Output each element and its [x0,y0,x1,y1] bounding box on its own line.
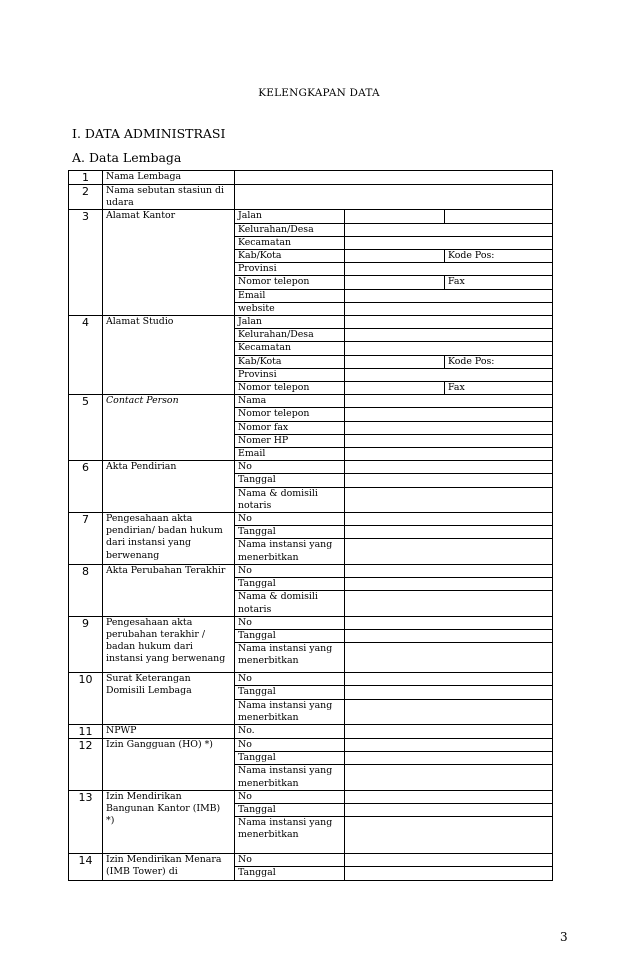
field-label: Tanggal [235,803,345,816]
row-label: Nama Lembaga [103,171,235,185]
field-label: Tanggal [235,752,345,765]
field-label: Nomer HP [235,434,345,447]
row-number: 3 [69,210,103,316]
row-label: Izin Gangguan (HO) *) [103,738,235,790]
row-label: Contact Person [103,395,235,461]
field-label: Kelurahan/Desa [235,329,345,342]
field-label: No [235,673,345,686]
row-label: Alamat Kantor [103,210,235,316]
row-number: 6 [69,461,103,513]
row-label: Pengesahaan akta perubahan terakhir / badan hukum dari instansi yang berwenang [103,616,235,672]
field-label: Kecamatan [235,342,345,355]
field-label: No [235,790,345,803]
row-number: 13 [69,790,103,853]
field-label: No [235,564,345,577]
input-cell[interactable] [345,686,553,699]
input-cell[interactable] [345,591,553,616]
row-label: Nama sebutan stasiun di udara [103,185,235,210]
input-cell[interactable] [235,185,553,210]
field-label: Nama instansi yang menerbitkan [235,699,345,724]
field-label: Nama instansi yang menerbitkan [235,539,345,564]
table-row [69,513,553,526]
input-cell[interactable] [345,210,445,223]
row-number: 12 [69,738,103,790]
table-row [69,185,553,210]
row-label: Alamat Studio [103,316,235,395]
input-cell[interactable] [345,236,553,249]
input-cell[interactable] [345,752,553,765]
row-number: 10 [69,673,103,725]
field-label: Nama & domisili notaris [235,591,345,616]
input-cell[interactable] [345,724,553,738]
input-cell[interactable] [345,276,445,289]
table-row [69,724,553,738]
row-label: Akta Pendirian [103,461,235,513]
field-label: Kode Pos: [445,355,553,368]
row-label: NPWP [103,724,235,738]
field-label: Kecamatan [235,236,345,249]
input-cell[interactable] [345,289,553,302]
field-label: Tanggal [235,686,345,699]
input-cell[interactable] [445,210,553,223]
input-cell[interactable] [345,316,553,329]
input-cell[interactable] [345,408,553,421]
input-cell[interactable] [345,461,553,474]
input-cell[interactable] [345,854,553,867]
input-cell[interactable] [345,448,553,461]
field-label: Nomor telepon [235,408,345,421]
row-label: Izin Mendirikan Menara (IMB Tower) di [103,854,235,880]
document-title: KELENGKAPAN DATA [258,87,380,99]
row-number: 8 [69,564,103,616]
field-label: Provinsi [235,368,345,381]
table-row [69,854,553,867]
field-label: Jalan [235,316,345,329]
field-label: Tanggal [235,474,345,487]
field-label: Nomor telepon [235,276,345,289]
input-cell[interactable] [345,382,445,395]
input-cell[interactable] [345,765,553,790]
subsection-heading: A. Data Lembaga [72,150,182,165]
row-number: 11 [69,724,103,738]
input-cell[interactable] [345,342,553,355]
row-number: 2 [69,185,103,210]
input-cell[interactable] [345,302,553,315]
field-label: Nama instansi yang menerbitkan [235,817,345,854]
field-label: Nama instansi yang menerbitkan [235,643,345,673]
input-cell[interactable] [345,526,553,539]
input-cell[interactable] [345,434,553,447]
field-label: No [235,616,345,629]
row-number: 14 [69,854,103,880]
input-cell[interactable] [345,867,553,880]
row-number: 4 [69,316,103,395]
field-label: No [235,461,345,474]
field-label: Fax [445,276,553,289]
input-cell[interactable] [345,790,553,803]
input-cell[interactable] [345,250,445,263]
row-label: Surat Keterangan Domisili Lembaga [103,673,235,725]
field-label: Nama instansi yang menerbitkan [235,765,345,790]
table-row [69,171,553,185]
input-cell[interactable] [345,513,553,526]
field-label: Tanggal [235,629,345,642]
field-label: Tanggal [235,578,345,591]
input-cell[interactable] [345,564,553,577]
row-label: Izin Mendirikan Bangunan Kantor (IMB) *) [103,790,235,853]
row-number: 9 [69,616,103,672]
field-label: No [235,738,345,751]
input-cell[interactable] [345,263,553,276]
input-cell[interactable] [345,803,553,816]
input-cell[interactable] [345,329,553,342]
input-cell[interactable] [345,629,553,642]
row-label: Pengesahaan akta pendirian/ badan hukum dari instansi yang berwenang [103,513,235,565]
input-cell[interactable] [345,487,553,512]
input-cell[interactable] [345,355,445,368]
input-cell[interactable] [345,643,553,673]
input-cell[interactable] [345,578,553,591]
input-cell[interactable] [345,539,553,564]
field-label: Tanggal [235,867,345,880]
field-label: Kab/Kota [235,355,345,368]
table-row [69,616,553,629]
field-label: Kode Pos: [445,250,553,263]
field-label: Nomor telepon [235,382,345,395]
table-row [69,673,553,686]
input-cell[interactable] [345,699,553,724]
input-cell[interactable] [235,171,553,185]
field-label: website [235,302,345,315]
field-label: Kelurahan/Desa [235,223,345,236]
field-label: Jalan [235,210,345,223]
row-label: Akta Perubahan Terakhir [103,564,235,616]
field-label: Tanggal [235,526,345,539]
field-label: Kab/Kota [235,250,345,263]
input-cell[interactable] [345,616,553,629]
input-cell[interactable] [345,421,553,434]
field-label: Provinsi [235,263,345,276]
table-row [69,790,553,803]
input-cell[interactable] [345,474,553,487]
field-label: Email [235,448,345,461]
row-number: 5 [69,395,103,461]
table-row [69,210,553,223]
field-label: Nama [235,395,345,408]
field-label: Nomor fax [235,421,345,434]
row-number: 1 [69,171,103,185]
input-cell[interactable] [345,817,553,854]
input-cell[interactable] [345,223,553,236]
field-label: Fax [445,382,553,395]
section-heading: I. DATA ADMINISTRASI [72,126,226,141]
field-label: Email [235,289,345,302]
field-label: Nama & domisili notaris [235,487,345,512]
table-row [69,316,553,329]
row-number: 7 [69,513,103,565]
table-row [69,564,553,577]
input-cell[interactable] [345,738,553,751]
table-row [69,738,553,751]
table-row [69,461,553,474]
field-label: No [235,854,345,867]
input-cell[interactable] [345,673,553,686]
input-cell[interactable] [345,368,553,381]
table-row [69,395,553,408]
data-form-table [68,170,553,881]
field-label: No [235,513,345,526]
field-label: No. [235,724,345,738]
page-number: 3 [560,930,568,944]
input-cell[interactable] [345,395,553,408]
